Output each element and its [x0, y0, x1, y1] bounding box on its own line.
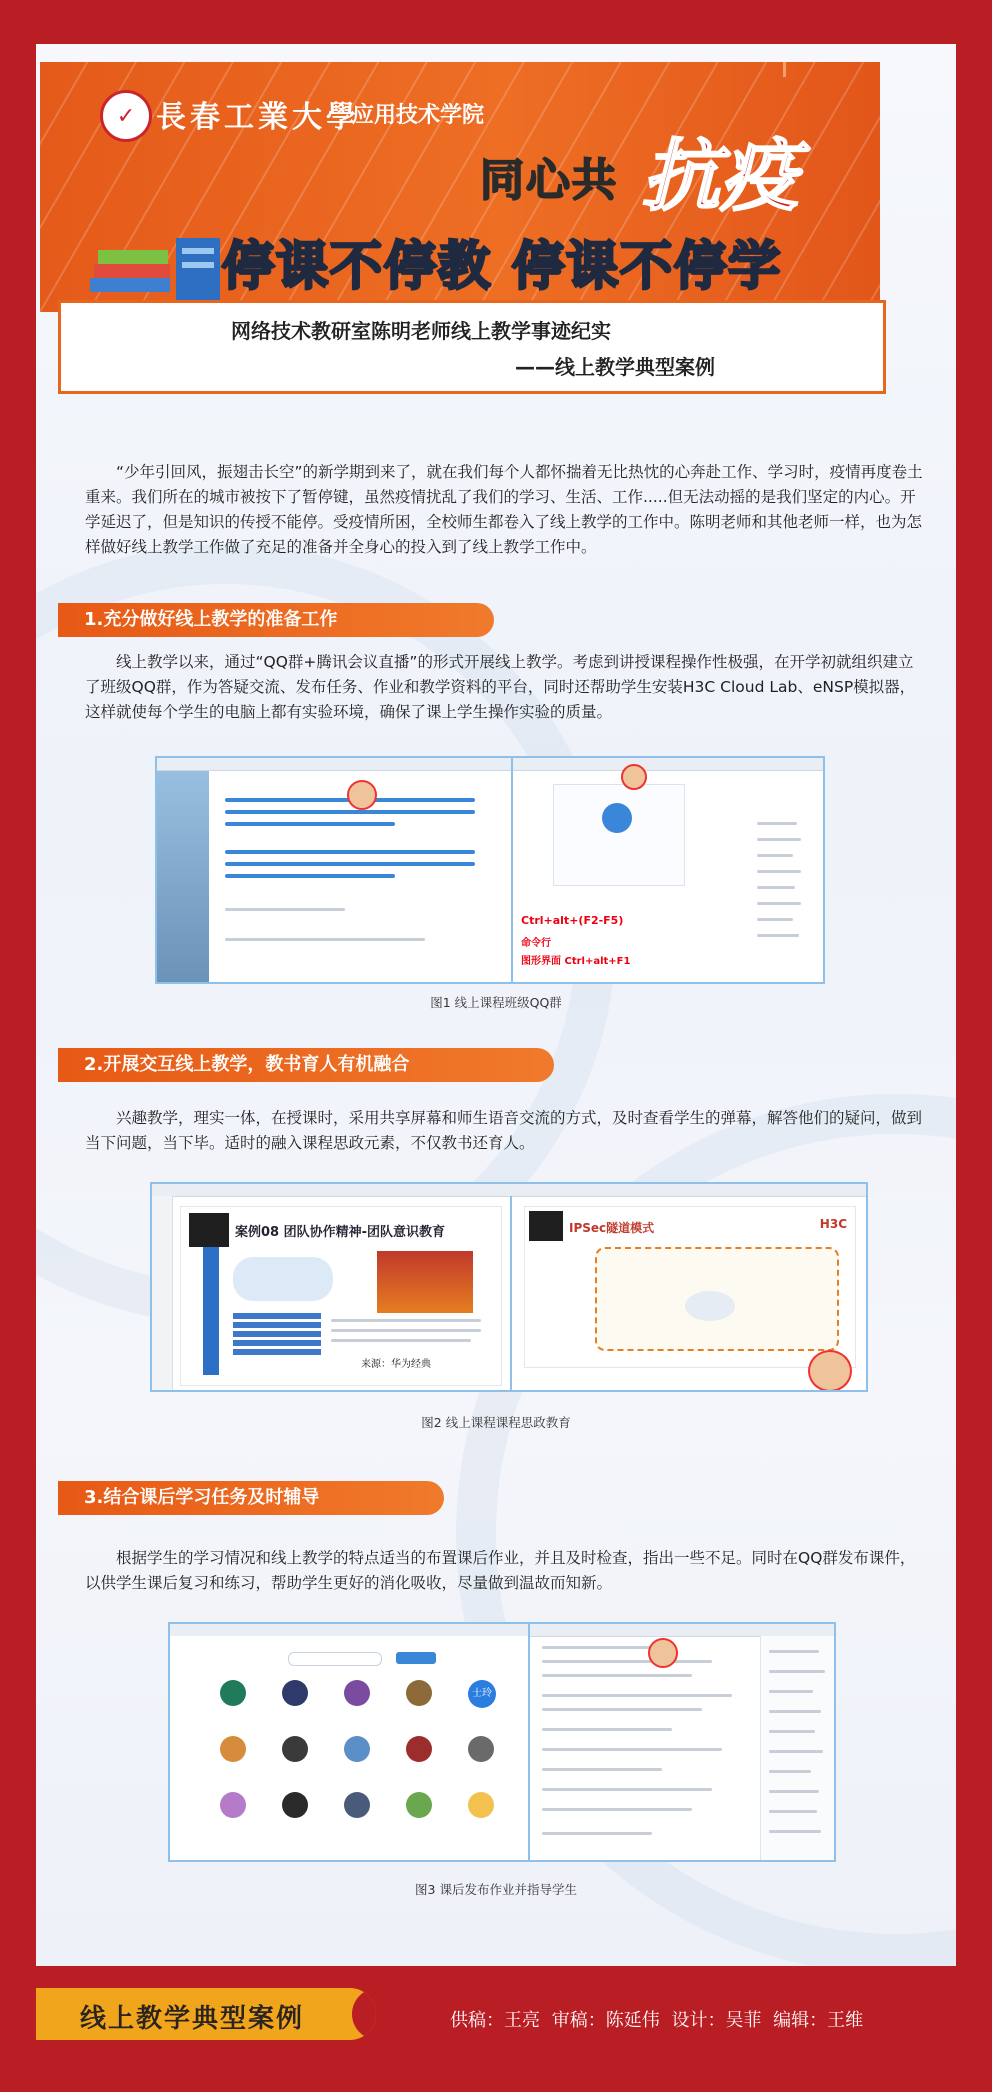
section-2-text: 兴趣教学，理实一体，在授课时，采用共享屏幕和师生语音交流的方式，及时查看学生的弹幕，解答他们的疑问，做到当下问题，当下毕。适时的融入课程思政元素，不仅教书还育人。: [85, 1109, 923, 1152]
gui-label: 图形界面 Ctrl+alt+F1: [521, 956, 631, 967]
avatar-icon: [347, 780, 377, 810]
section-3-title: 3.结合课后学习任务及时辅导: [68, 1481, 444, 1515]
slide-left-title: 案例08 团队协作精神-团队意识教育: [235, 1225, 446, 1240]
article-subtitle: ——线上教学典型案例: [515, 355, 715, 379]
slide-right-title: IPSec隧道模式: [569, 1221, 655, 1235]
figure-2-screenshot: [150, 1182, 868, 1392]
slogan-line1: 同心共: [480, 155, 618, 206]
section-2-title: 2.开展交互线上教学，教书育人有机融合: [68, 1048, 554, 1082]
chat-sidebar: [157, 758, 209, 982]
intro-paragraph: “少年引回风，振翅击长空”的新学期到来了，就在我们每个人都怀揣着无比热忱的心奔赴工作、学习时，疫情再度卷土重来。我们所在的城市被按下了暂停键，虽然疫情扰乱了我们的学习、生活、工作.....但无法动摇的是我们坚定的内心。开学延迟了，但是知识的传授不能停。受疫情所困，全校师生都卷入了线上教学的工作中。陈明老师和其他老师一样，也为怎样做好线上教学工作做了充足的准备并全身心的投入到了线上教学工作中。: [85, 463, 923, 556]
section-1-text: 线上教学以来，通过“QQ群+腾讯会议直播”的形式开展线上教学。考虑到讲授课程操作性极强，在开学初就组织建立了班级QQ群，作为答疑交流、发布任务、作业和教学资料的平台，同时还帮助学生安装H3C Cloud Lab、eNSP模拟器，这样就使每个学生的电脑上都有实验环境，确保了课上学生操作实验的质量。: [85, 653, 916, 721]
headline-box: [58, 300, 886, 394]
meeting-card: [553, 784, 685, 886]
slogan-kang: 抗疫: [642, 131, 799, 222]
header-banner: [40, 62, 880, 312]
slogan-line2: 停课不停教 停课不停学: [222, 237, 783, 297]
article-title: 网络技术教研室陈明老师线上教学事迹纪实: [231, 319, 611, 343]
figure-2-caption: 图2 线上课程课程思政教育: [421, 1415, 571, 1430]
footer-credits: 供稿：王亮 审稿：陈延伟 设计：吴菲 编辑：王维: [450, 2010, 864, 2031]
figure-1-caption: 图1 线上课程班级QQ群: [430, 995, 562, 1010]
figure-3-caption: 图3 课后发布作业并指导学生: [415, 1882, 577, 1897]
footer-label-box: [36, 1988, 376, 2040]
shortcut-text: Ctrl+alt+(F2-F5): [521, 914, 624, 927]
university-logo-icon: ✓: [100, 90, 152, 142]
section-3-text: 根据学生的学习情况和线上教学的特点适当的布置课后作业，并且及时检查，指出一些不足。同时在QQ群发布课件，以供学生课后复习和练习，帮助学生更好的消化吸收，尽量做到温故而知新。: [85, 1549, 916, 1592]
slide-source: 来源：华为经典: [361, 1359, 431, 1370]
h3c-brand: H3C: [819, 1217, 847, 1231]
member-list: [747, 818, 817, 978]
slide-right: [524, 1206, 856, 1368]
avatar-icon: [648, 1638, 678, 1668]
footer-label: 线上教学典型案例: [80, 2004, 305, 2034]
slide-left: [180, 1206, 502, 1386]
avatar-icon: [621, 764, 647, 790]
cmd-label: 命令行: [521, 938, 551, 949]
chat-panel: [532, 1636, 752, 1860]
section-1-title: 1.充分做好线上教学的准备工作: [68, 603, 494, 637]
window-titlebar: [157, 758, 823, 771]
member-list: [760, 1636, 835, 1860]
avatar-label: 士玲: [468, 1680, 496, 1708]
figure-1-screenshot: [155, 756, 825, 984]
member-grid: [170, 1636, 530, 1860]
college-name: 应用技术学院: [352, 103, 485, 128]
school-name: 長春工業大學: [156, 100, 360, 135]
window-titlebar: [152, 1184, 866, 1197]
figure-3-screenshot: [168, 1622, 836, 1862]
avatar-icon: [808, 1350, 852, 1392]
